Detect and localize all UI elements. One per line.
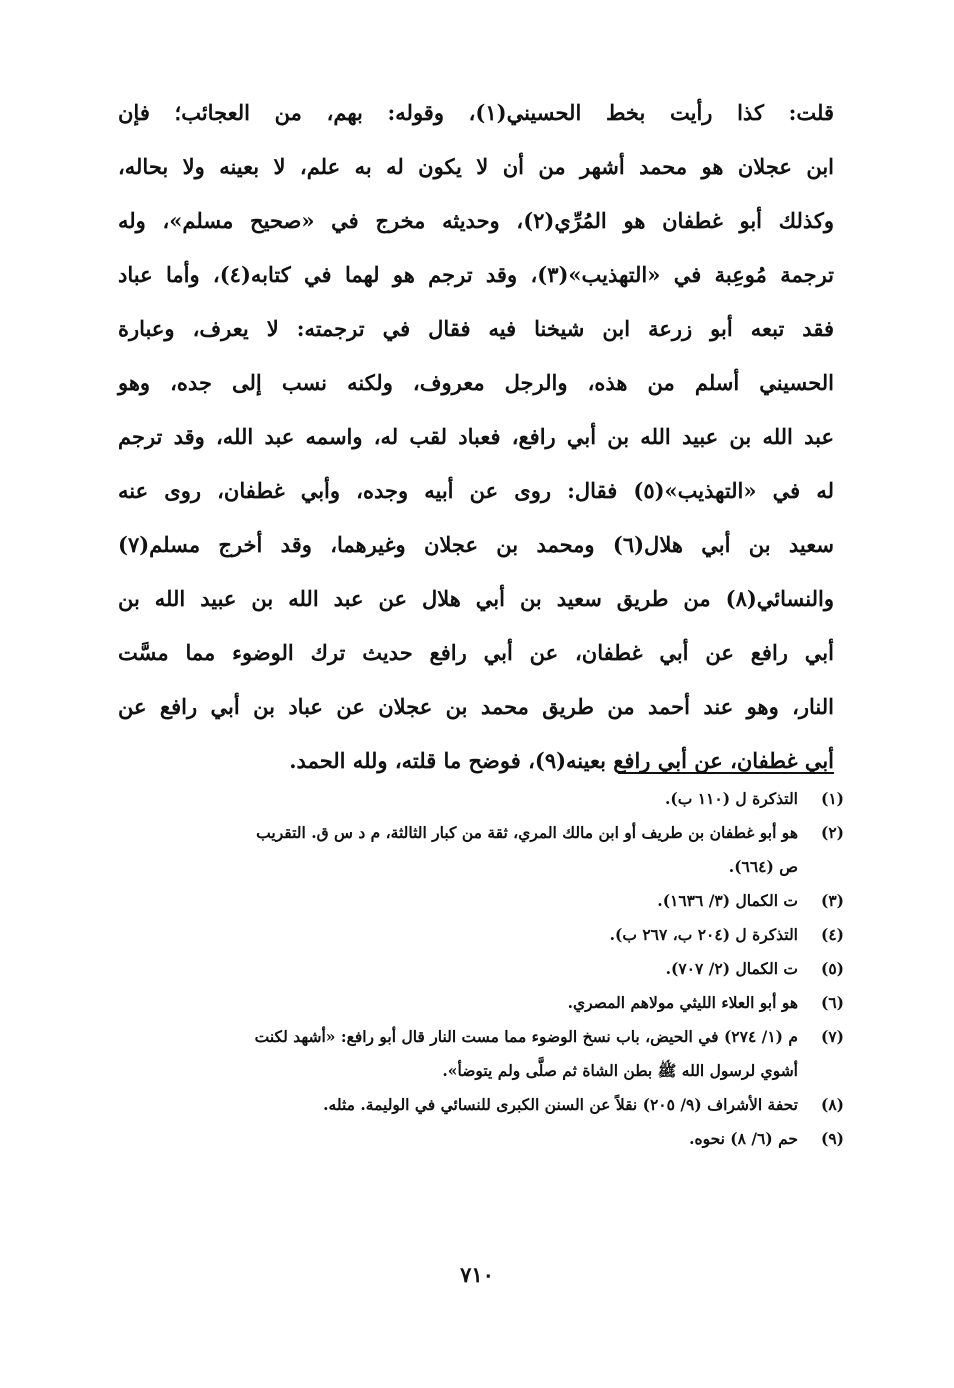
footnote-9 <box>114 1122 844 1156</box>
main-text-line-10: والنسائي(٨) من طريق سعيد بن أبي هلال عن عبد الله بن عبيد الله بن <box>118 586 834 611</box>
footnote-text: هو أبو العلاء الليثي مولاهم المصري. <box>567 993 798 1012</box>
footnote-2 <box>114 816 844 884</box>
footnote-3 <box>114 884 844 918</box>
footnotes-list <box>114 782 844 1156</box>
footnote-number: (٣) <box>820 891 844 910</box>
footnote-8 <box>114 1088 844 1122</box>
main-text-line-3: وكذلك أبو غطفان هو المُرِّي(٢)، وحديثه مخرج في «صحيح مسلم»، وله <box>118 208 834 233</box>
main-text-line-11: أبي رافع عن أبي غطفان، عن أبي رافع حديث ترك الوضوء مما مسَّت <box>118 640 834 665</box>
footnote-5 <box>114 952 844 986</box>
main-text-line-2: ابن عجلان هو محمد أشهر من أن لا يكون له به علم، لا بعينه ولا بحاله، <box>118 154 834 179</box>
footnote-text-continued: أشوي لرسول الله ﷺ بطن الشاة ثم صلَّى ولم يتوضأ». <box>442 1061 798 1080</box>
footnote-number: (٩) <box>820 1129 844 1148</box>
main-text-line-6: الحسيني أسلم من هذه، والرجل معروف، ولكنه نسب إلى جده، وهو <box>118 370 834 395</box>
main-text-line-1: قلت: كذا رأيت بخط الحسيني(١)، وقوله: بهم، من العجائب؛ فإن <box>118 100 834 125</box>
main-text-line-8: له في «التهذيب»(٥) فقال: روى عن أبيه وجده، وأبي غطفان، روى عنه <box>118 478 834 503</box>
footnote-6 <box>114 986 844 1020</box>
footnote-number: (١) <box>820 789 844 808</box>
footnote-text: ت الكمال (٣/ ١٦٣٦). <box>657 891 798 910</box>
footnote-text: م (١/ ٢٧٤) في الحيض، باب نسخ الوضوء مما مست النار قال أبو رافع: «أشهد لكنت <box>254 1027 798 1046</box>
footnote-text: التذكرة ل (١١٠ ب). <box>665 789 798 808</box>
footnote-text-continued: ص (٦٦٤). <box>728 857 798 876</box>
main-text-line-13: أبي غطفان، عن أبي رافع بعينه(٩)، فوضح ما قلته، ولله الحمد. <box>289 748 834 773</box>
footnote-separator <box>618 772 834 774</box>
main-text-line-7: عبد الله بن عبيد الله بن أبي رافع، فعباد لقب له، واسمه عبد الله، وقد ترجم <box>118 424 834 449</box>
footnote-4 <box>114 918 844 952</box>
footnote-text: حم (٦/ ٨) نحوه. <box>689 1129 798 1148</box>
footnote-number: (٨) <box>820 1095 844 1114</box>
footnote-number: (٥) <box>820 959 844 978</box>
footnote-1 <box>114 782 844 816</box>
footnote-number: (٢) <box>820 823 844 842</box>
main-text-line-5: فقد تبعه أبو زرعة ابن شيخنا فيه فقال في ترجمته: لا يعرف، وعبارة <box>118 316 834 341</box>
footnote-number: (٤) <box>820 925 844 944</box>
footnote-number: (٦) <box>820 993 844 1012</box>
footnote-text: التذكرة ل (٢٠٤ ب، ٢٦٧ ب). <box>609 925 798 944</box>
page-number: ٧١٠ <box>460 1262 494 1287</box>
footnote-7 <box>114 1020 844 1088</box>
main-text-line-12: النار، وهو عند أحمد من طريق محمد بن عجلان عن عباد بن أبي رافع عن <box>118 694 834 719</box>
footnote-number: (٧) <box>820 1027 844 1046</box>
main-text-line-9: سعيد بن أبي هلال(٦) ومحمد بن عجلان وغيرهما، وقد أخرج مسلم(٧) <box>118 532 834 557</box>
footnote-text: ت الكمال (٢/ ٧٠٧). <box>665 959 798 978</box>
footnote-text: تحفة الأشراف (٩/ ٢٠٥) نقلاً عن السنن الكبرى للنسائي في الوليمة. مثله. <box>323 1095 798 1114</box>
main-text-block <box>118 86 834 788</box>
main-text-line-4: ترجمة مُوعِبة في «التهذيب»(٣)، وقد ترجم هو لهما في كتابه(٤)، وأما عباد <box>118 262 835 287</box>
footnote-text: هو أبو غطفان بن طريف أو ابن مالك المري، ثقة من كبار الثالثة، م د س ق. التقريب <box>256 823 798 842</box>
